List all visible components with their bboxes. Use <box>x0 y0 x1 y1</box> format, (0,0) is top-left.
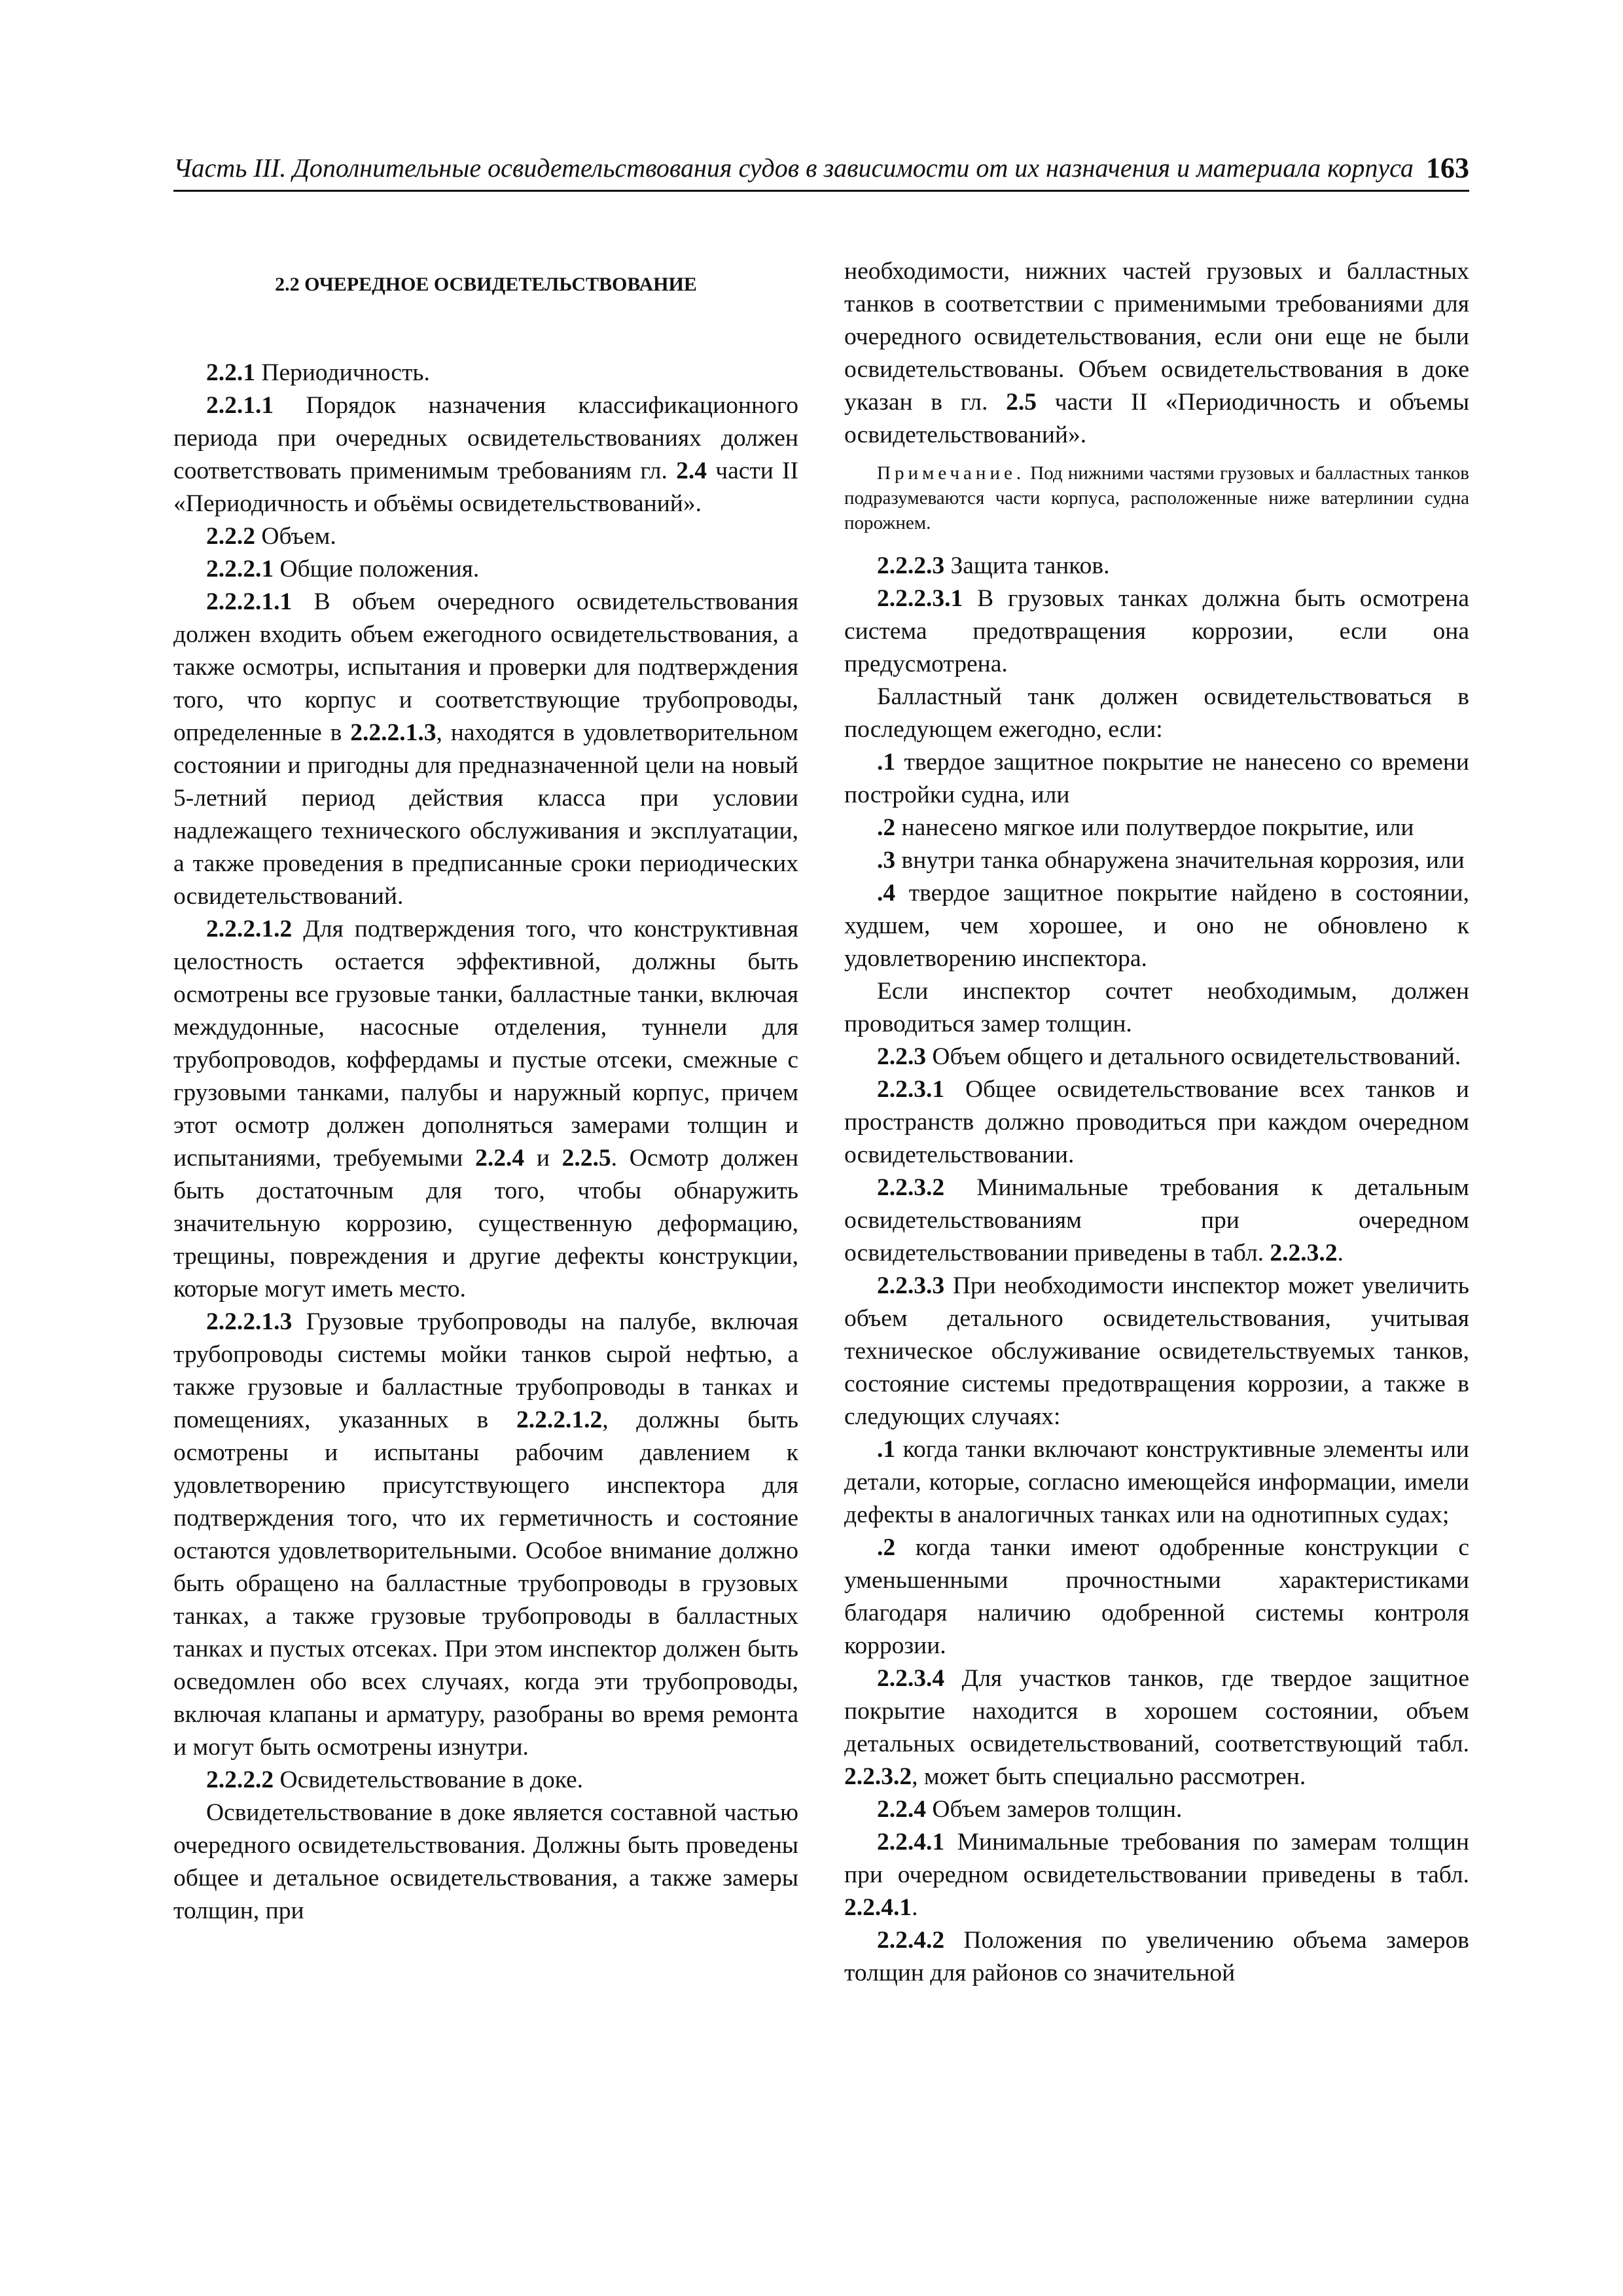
clause-number: 2.2.4.1 <box>877 1829 945 1856</box>
page-number: 163 <box>1426 152 1469 184</box>
paragraph-text: Грузовые трубопроводы на палубе, включая трубопроводы системы мойки танков сырой нефтью, а также грузовые и балластные трубопроводы в танках и помещениях, указанных в <box>173 1308 799 1433</box>
paragraph-text: Общее освидетельствование всех танков и пространств должно проводиться при каждом очередном освидетельствовании. <box>844 1076 1469 1168</box>
clause-number: 2.2.1.1 <box>206 392 274 419</box>
paragraph-text: Положения по увеличению объема замеров толщин для районов со значительной <box>844 1927 1469 1986</box>
list-item-1 <box>844 746 1469 812</box>
note-text: Под нижними частями грузовых и балластных танков подразумеваются части корпуса, расположенные ниже ватерлинии судна порожнем. <box>844 463 1469 533</box>
paragraph-text: и <box>536 1145 550 1172</box>
list-number: .1 <box>877 1436 896 1463</box>
list-item-1 <box>844 1433 1469 1532</box>
paragraph-text: части II «Периодичность и объёмы освидетельствований». <box>173 457 799 517</box>
clause-number: 2.2.2.1.1 <box>206 588 293 615</box>
clause-number: 2.2.3.4 <box>877 1665 945 1692</box>
paragraph-text: , находятся в удовлетворительном состоянии и пригодны для предназначенной цели на новый 5-летний период действия класса при условии надлежащего технического обслуживания и эксплуатации, а также проведения в предписанные сроки периодических освидетельствований. <box>173 719 798 910</box>
list-item-2 <box>844 1532 1469 1662</box>
paragraph-ballast-tank: Балластный танк должен освидетельствоваться в последующем ежегодно, если: <box>844 683 1469 743</box>
section-title: 2.2 ОЧЕРЕДНОЕ ОСВИДЕТЕЛЬСТВОВАНИЕ <box>275 274 697 295</box>
paragraph-text: необходимости, нижних частей грузовых и балластных танков в соответствии с применимыми требованиями для очередного освидетельствования, если они еще не были освидетельствованы. Объем освидетельствования в доке указан в гл. <box>844 258 1469 416</box>
paragraph-2-2-3 <box>844 1041 1469 1073</box>
note <box>844 461 1469 535</box>
cross-reference: 2.2.2.1.2 <box>516 1407 603 1433</box>
paragraph-text: Защита танков. <box>950 552 1110 579</box>
paragraph-text: . <box>912 1894 918 1921</box>
cross-reference: 2.2.2.1.3 <box>350 719 437 746</box>
cross-reference: 2.2.4.1 <box>844 1894 912 1921</box>
paragraph-continued <box>844 255 1469 452</box>
paragraph-2-2-2-1-2 <box>173 913 798 1306</box>
paragraph-text: , может быть специально рассмотрен. <box>912 1763 1306 1790</box>
paragraph-2-2-2-3 <box>844 550 1469 583</box>
paragraph-text: Общие положения. <box>279 556 480 583</box>
paragraph-2-2-2 <box>173 520 798 553</box>
clause-number: 2.2.4 <box>877 1796 926 1823</box>
clause-number: 2.2.3.2 <box>877 1174 945 1201</box>
paragraph-2-2-4 <box>844 1793 1469 1826</box>
clause-number: 2.2.2.3.1 <box>877 585 963 612</box>
list-number: .4 <box>877 880 896 906</box>
cross-reference: 2.5 <box>1006 389 1037 416</box>
clause-number: 2.2.3.1 <box>877 1076 945 1103</box>
cross-reference: 2.4 <box>676 457 707 484</box>
paragraph-text: В грузовых танках должна быть осмотрена система предотвращения коррозии, если она предусмотрена. <box>844 585 1469 677</box>
paragraph-text: . <box>1337 1240 1344 1266</box>
paragraph-text: твердое защитное покрытие найдено в состоянии, худшем, чем хорошее, и оно не обновлено к удовлетворению инспектора. <box>844 880 1470 972</box>
paragraph-2-2-2-1-3 <box>173 1306 798 1764</box>
paragraph-2-2-1 <box>173 357 798 389</box>
clause-number: 2.2.2.1.3 <box>206 1308 293 1335</box>
clause-number: 2.2.2 <box>206 523 255 550</box>
paragraph-text: В объем очередного освидетельствования должен входить объем ежегодного освидетельствования, а также осмотры, испытания и проверки для подтверждения того, что корпус и соответствующие трубопроводы, определенные в <box>173 588 799 746</box>
paragraph-2-2-2-1 <box>173 553 798 586</box>
cross-reference: 2.2.5 <box>562 1145 611 1172</box>
paragraph-text: Объем. <box>261 523 336 550</box>
cross-reference: 2.2.3.2 <box>844 1763 912 1790</box>
paragraph-text: Минимальные требования к детальным освидетельствованиям при очередном освидетельствовании приведены в табл. <box>844 1174 1470 1266</box>
note-label: Примечание. <box>877 463 1026 484</box>
paragraph-text: Периодичность. <box>261 359 430 386</box>
clause-number: 2.2.2.1.2 <box>206 916 293 942</box>
paragraph-2-2-3-1 <box>844 1073 1469 1172</box>
paragraph-text: Объем общего и детального освидетельствований. <box>932 1043 1461 1070</box>
paragraph-text: Освидетельствование в доке. <box>279 1767 584 1793</box>
clause-number: 2.2.3 <box>877 1043 926 1070</box>
left-column <box>173 255 798 1928</box>
paragraph-2-2-3-3 <box>844 1270 1469 1433</box>
paragraph-text: внутри танка обнаружена значительная коррозия, или <box>901 847 1465 874</box>
clause-number: 2.2.2.2 <box>206 1767 274 1793</box>
paragraph-text: Объем замеров толщин. <box>932 1796 1183 1823</box>
paragraph-text: Для участков танков, где твердое защитное покрытие находится в хорошем состоянии, объем детальных освидетельствований, соответствующий табл. <box>844 1665 1469 1757</box>
paragraph-thickness-note: Если инспектор сочтет необходимым, должен проводиться замер толщин. <box>844 978 1469 1037</box>
paragraph-text: когда танки имеют одобренные конструкции с уменьшенными прочностными характеристиками благодаря наличию одобренной системы контроля коррозии. <box>844 1534 1469 1659</box>
list-item-2 <box>844 812 1469 844</box>
list-item-4 <box>844 877 1469 975</box>
paragraph-2-2-2-3-1 <box>844 583 1469 681</box>
list-number: .2 <box>877 814 896 841</box>
paragraph-2-2-2-2 <box>173 1764 798 1797</box>
paragraph-text: При необходимости инспектор может увеличить объем детального освидетельствования, учитывая техническое обслуживание освидетельствуемых танков, состояние системы предотвращения коррозии, а также в следующих случаях: <box>844 1272 1469 1430</box>
cross-reference: 2.2.4 <box>475 1145 525 1172</box>
paragraph-text: нанесено мягкое или полутвердое покрытие, или <box>901 814 1414 841</box>
list-number: .1 <box>877 749 896 776</box>
paragraph-text: Порядок назначения классификационного периода при очередных освидетельствованиях должен соответствовать применимым требованиям гл. <box>173 392 798 484</box>
list-number: .3 <box>877 847 896 874</box>
paragraph-text: , должны быть осмотрены и испытаны рабочим давлением к удовлетворению присутствующего инспектора для подтверждения того, что их герметичность и состояние остаются удовлетворительными. Особое внимание должно быть обращено на балластные трубопроводы в грузовых танках, а также грузовые трубопроводы в балластных танках и пустых отсеках. При этом инспектор должен быть осведомлен обо всех случаях, когда эти трубопроводы, включая клапаны и арматуру, разобраны во время ремонта и могут быть осмотрены изнутри. <box>173 1407 798 1761</box>
paragraph-2-2-3-4 <box>844 1662 1469 1793</box>
cross-reference: 2.2.3.2 <box>1270 1240 1338 1266</box>
paragraph-text: части II «Периодичность и объемы освидетельствований». <box>844 389 1470 448</box>
clause-number: 2.2.2.3 <box>877 552 945 579</box>
paragraph-text: твердое защитное покрытие не нанесено со времени постройки судна, или <box>844 749 1469 808</box>
running-header-title: Часть III. Дополнительные освидетельствования судов в зависимости от их назначения и материала корпуса <box>173 153 1414 183</box>
paragraph-2-2-1-1 <box>173 389 798 520</box>
paragraph-dock-survey: Освидетельствование в доке является составной частью очередного освидетельствования. Должны быть проведены общее и детальное освидетельствования, а также замеры толщин, при <box>173 1799 798 1924</box>
paragraph-2-2-3-2 <box>844 1172 1469 1270</box>
list-number: .2 <box>877 1534 896 1561</box>
paragraph-text: Для подтверждения того, что конструктивная целостность остается эффективной, должны быть осмотрены все грузовые танки, балластные танки, включая междудонные, насосные отделения, туннели для трубопроводов, коффердамы и пустые отсеки, смежные с грузовыми танками, палубы и наружный корпус, причем этот осмотр должен дополняться замерами толщин и испытаниями, требуемыми <box>173 916 799 1172</box>
clause-number: 2.2.2.1 <box>206 556 274 583</box>
paragraph-text: Минимальные требования по замерам толщин при очередном освидетельствовании приведены в табл. <box>844 1829 1469 1888</box>
paragraph-2-2-4-1 <box>844 1826 1469 1924</box>
list-item-3 <box>844 844 1469 877</box>
running-header <box>173 144 1469 192</box>
clause-number: 2.2.1 <box>206 359 255 386</box>
paragraph-text: . Осмотр должен быть достаточным для того, чтобы обнаружить значительную коррозию, существенную деформацию, трещины, повреждения и другие дефекты конструкции, которые могут иметь место. <box>173 1145 799 1302</box>
paragraph-text: когда танки включают конструктивные элементы или детали, которые, согласно имеющейся информации, имели дефекты в аналогичных танках или на однотипных судах; <box>844 1436 1469 1528</box>
right-column <box>844 255 1469 1990</box>
clause-number: 2.2.3.3 <box>877 1272 945 1299</box>
paragraph-2-2-2-1-1 <box>173 586 798 913</box>
paragraph-2-2-4-2 <box>844 1924 1469 1990</box>
clause-number: 2.2.4.2 <box>877 1927 945 1954</box>
